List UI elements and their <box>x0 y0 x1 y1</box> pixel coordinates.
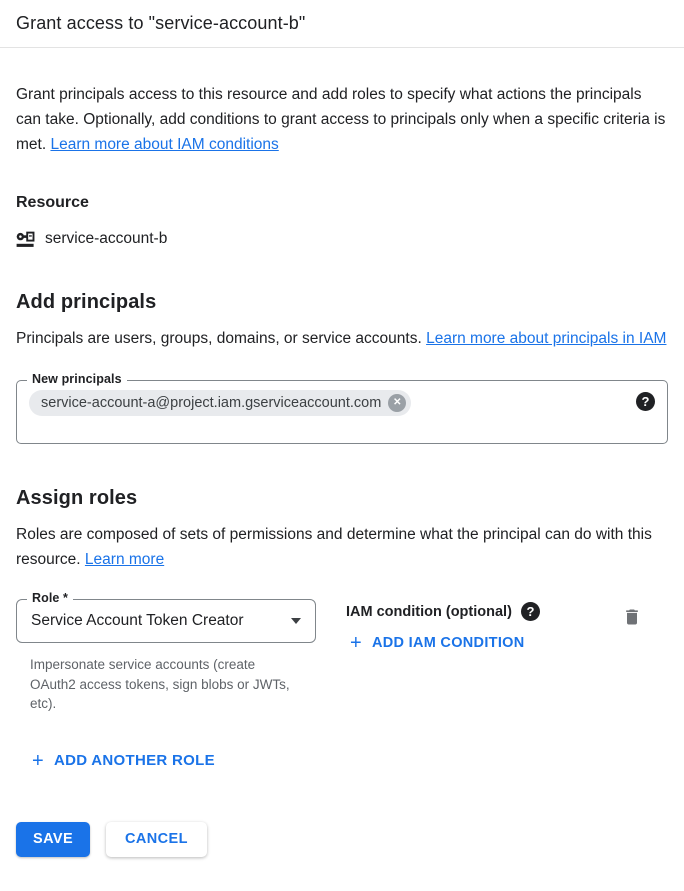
add-another-role-label: ADD ANOTHER ROLE <box>53 752 215 769</box>
condition-label-row <box>346 602 622 621</box>
condition-column <box>346 599 622 714</box>
role-column <box>16 591 316 714</box>
plus-icon: + <box>350 632 362 654</box>
role-select[interactable] <box>16 591 316 643</box>
plus-icon: + <box>32 749 44 772</box>
role-select-label: Role * <box>27 591 73 605</box>
roles-text: Roles are composed of sets of permissions and determine what the principal can do with this resource. <box>16 526 652 568</box>
dialog-actions <box>16 822 668 857</box>
assign-roles-heading: Assign roles <box>16 487 138 509</box>
principals-help-icon[interactable]: ? <box>636 392 655 411</box>
condition-help-icon[interactable]: ? <box>521 602 540 621</box>
resource-heading: Resource <box>16 194 89 211</box>
dialog-content <box>0 82 684 857</box>
principals-paragraph <box>16 326 668 351</box>
principal-chip-value: service-account-a@project.iam.gserviceaccount.com <box>41 395 382 411</box>
role-select-value: Service Account Token Creator <box>31 612 244 629</box>
new-principals-input[interactable] <box>16 372 668 444</box>
dropdown-caret-icon <box>291 618 301 624</box>
principals-learn-more-link[interactable]: Learn more about principals in IAM <box>426 330 667 347</box>
roles-paragraph <box>16 522 668 572</box>
iam-conditions-learn-more-link[interactable]: Learn more about IAM conditions <box>50 136 279 153</box>
condition-label: IAM condition (optional) <box>346 603 512 620</box>
principal-chip <box>29 390 411 416</box>
intro-text: Grant principals access to this resource and add roles to specify what actions the principals can take. Optionally, add conditions to grant access to principals only when a specific criteria is met. <box>16 86 666 153</box>
save-button[interactable]: SAVE <box>16 822 90 857</box>
trash-icon <box>622 616 642 631</box>
add-another-role-button[interactable] <box>32 749 215 772</box>
cancel-button[interactable]: CANCEL <box>106 822 207 857</box>
dialog-header <box>0 0 684 48</box>
role-description: Impersonate service accounts (create OAuth2 access tokens, sign blobs or JWTs, etc). <box>30 657 290 711</box>
resource-row <box>16 230 668 248</box>
delete-role-button[interactable] <box>622 606 642 630</box>
add-iam-condition-label: ADD IAM CONDITION <box>371 635 525 651</box>
add-iam-condition-button[interactable] <box>350 634 525 652</box>
principals-text: Principals are users, groups, domains, or service accounts. <box>16 330 427 347</box>
service-account-icon <box>16 231 36 248</box>
resource-name: service-account-b <box>45 230 168 247</box>
role-row <box>16 591 668 714</box>
chip-remove-icon[interactable]: ✕ <box>388 394 406 412</box>
dialog-title: Grant access to "service-account-b" <box>16 13 306 33</box>
new-principals-label: New principals <box>27 372 127 386</box>
add-principals-heading: Add principals <box>16 291 157 313</box>
intro-paragraph <box>16 82 668 157</box>
roles-learn-more-link[interactable]: Learn more <box>84 551 165 568</box>
